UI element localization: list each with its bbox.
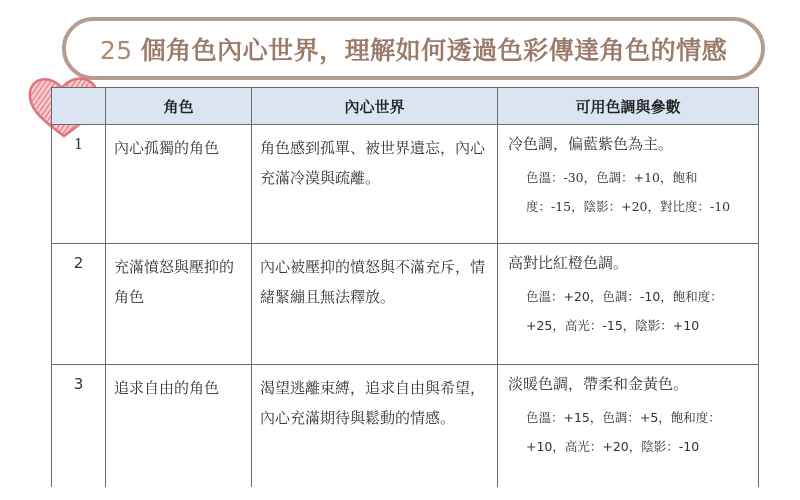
table-header-row [52,88,759,125]
inner-world-cell: 角色感到孤單、被世界遺忘，內心充滿冷漠與疏離。 [252,125,498,244]
title-banner [62,17,765,80]
table-row [52,125,759,244]
row-number: 1 [52,125,106,244]
inner-world-cell: 渴望逃離束縛，追求自由與希望，內心充滿期待與鬆動的情感。 [252,365,498,488]
color-params-cell [498,365,759,488]
header-role: 角色 [106,88,252,125]
table-row [52,365,759,488]
color-params-cell [498,125,759,244]
role-cell: 內心孤獨的角色 [106,125,252,244]
role-cell: 追求自由的角色 [106,365,252,488]
param-detail: 色溫：+20，色調：-10，飽和度：+25，高光：-15，陰影：+10 [526,289,723,333]
role-color-table [51,87,759,487]
title-main-text: 個角色內心世界，理解如何透過色彩傳達角色的情感 [140,35,728,65]
tone-summary: 高對比紅橙色調。 [508,254,629,272]
param-detail: 色溫：+15，色調：+5，飽和度：+10，高光：+20，陰影：-10 [526,410,721,454]
page-title [100,31,727,67]
header-color-params: 可用色調與參數 [498,88,759,125]
role-cell: 充滿憤怒與壓抑的角色 [106,244,252,365]
row-number: 2 [52,244,106,365]
header-number [52,88,106,125]
tone-summary: 冷色調，偏藍紫色為主。 [508,135,674,153]
tone-summary: 淡暖色調，帶柔和金黃色。 [508,375,689,393]
color-params-cell [498,244,759,365]
title-number: 25 [99,35,133,65]
table-row [52,244,759,365]
param-detail: 色溫：-30，色調：+10，飽和度：-15，陰影：+20，對比度：-10 [526,170,731,214]
inner-world-cell: 內心被壓抑的憤怒與不滿充斥，情緒緊繃且無法釋放。 [252,244,498,365]
row-number: 3 [52,365,106,488]
header-inner-world: 內心世界 [252,88,498,125]
